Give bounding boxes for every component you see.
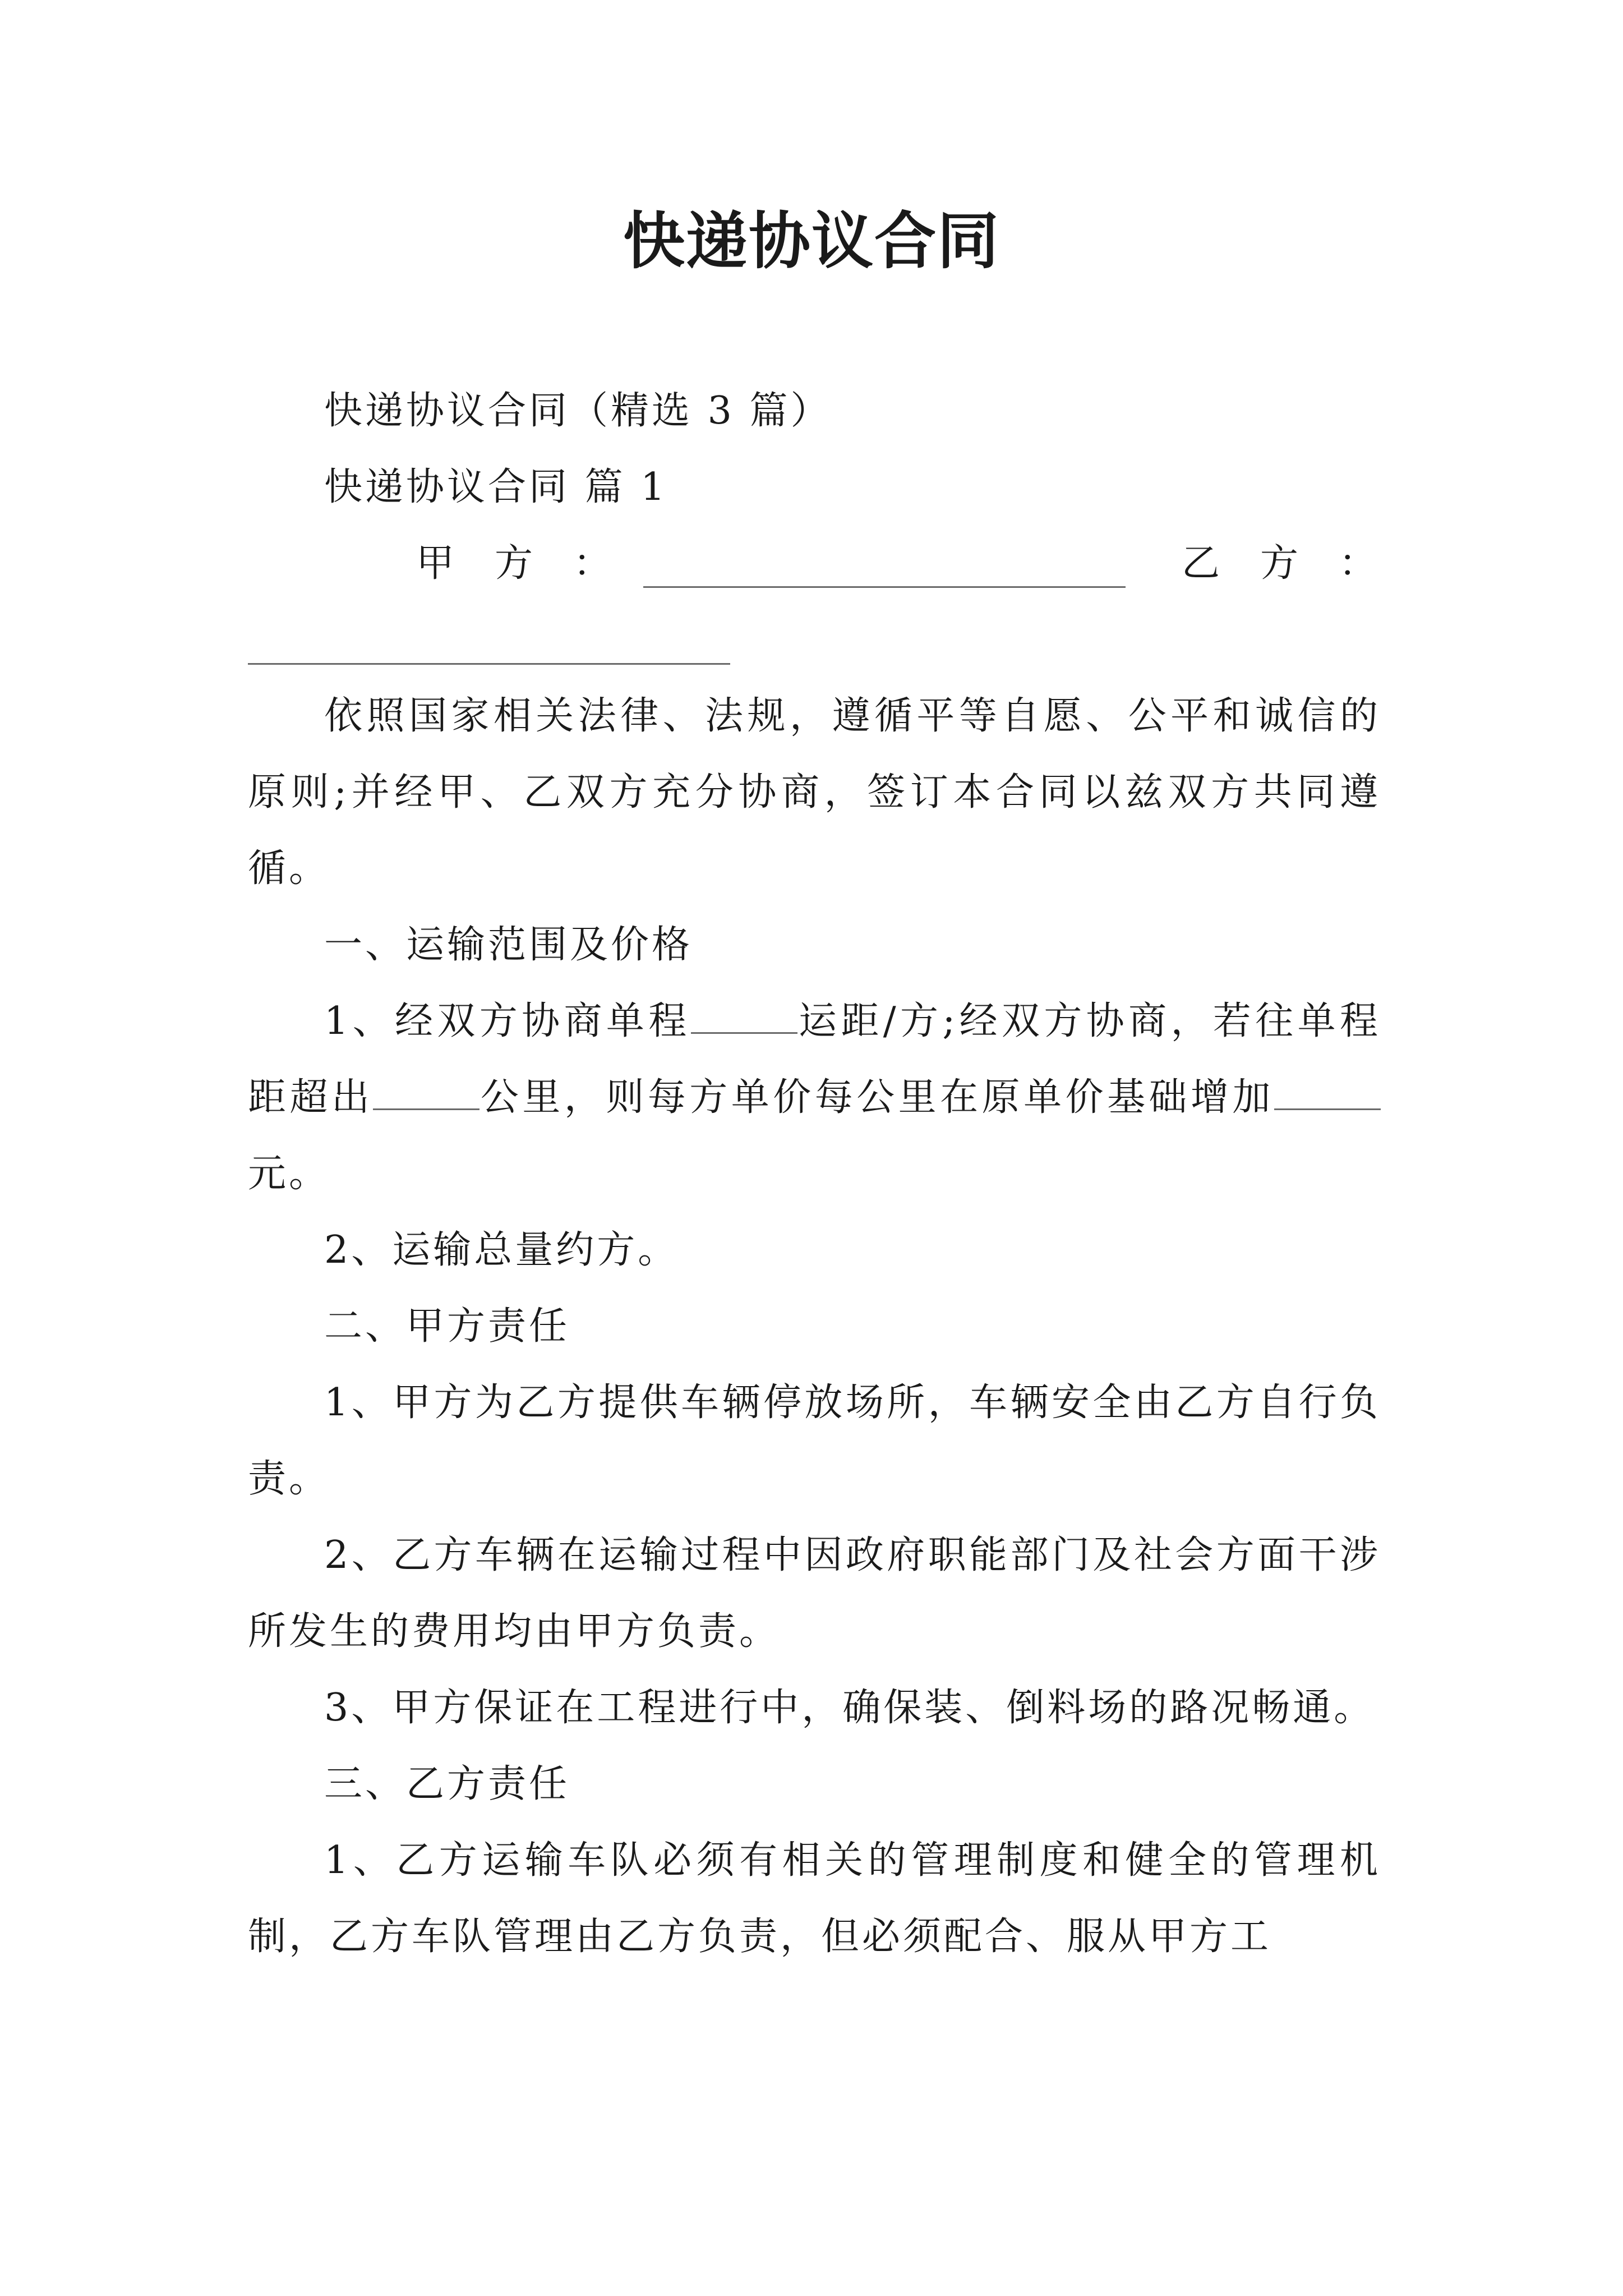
party-b-char: ： bbox=[1339, 541, 1377, 586]
party-b-char: 乙 bbox=[1182, 541, 1220, 586]
clause-paragraph bbox=[248, 983, 1381, 1212]
parties-line bbox=[248, 526, 1381, 678]
fill-blank bbox=[1274, 1108, 1381, 1110]
party-a-blank-line bbox=[643, 586, 1126, 588]
clause-text: 运距/方;经双方协商，若往单程距超出 bbox=[248, 999, 1381, 1120]
fill-blank bbox=[373, 1108, 479, 1110]
party-b-label bbox=[1182, 526, 1377, 602]
clause-paragraph: 2、乙方车辆在运输过程中因政府职能部门及社会方面干涉所发生的费用均由甲方负责。 bbox=[248, 1533, 1381, 1654]
clause-paragraph: 3、甲方保证在工程进行中，确保装、倒料场的路况畅通。 bbox=[324, 1686, 1375, 1730]
section-heading: 三、乙方责任 bbox=[324, 1762, 570, 1806]
clause-text: 1、经双方协商单程 bbox=[324, 999, 691, 1043]
clause-paragraph: 2、运输总量约方。 bbox=[324, 1228, 679, 1272]
fill-blank bbox=[691, 1032, 797, 1034]
party-a-char: ： bbox=[573, 541, 612, 586]
clause-paragraph: 1、乙方运输车队必须有相关的管理制度和健全的管理机制，乙方车队管理由乙方负责，但必须配合、服从甲方工 bbox=[248, 1838, 1381, 1959]
party-a-label bbox=[416, 526, 652, 602]
clause-text: 公里，则每方单价每公里在原单价基础增加 bbox=[479, 1075, 1274, 1120]
section-heading: 一、运输范围及价格 bbox=[324, 923, 693, 967]
party-a-char: 方 bbox=[495, 541, 533, 586]
document-title: 快递协议合同 bbox=[623, 205, 1000, 277]
party-a-char: 甲 bbox=[416, 541, 455, 586]
collection-heading: 快递协议合同（精选 3 篇） bbox=[324, 389, 832, 433]
intro-paragraph: 依照国家相关法律、法规，遵循平等自愿、公平和诚信的原则;并经甲、乙双方充分协商，签订本合同以兹双方共同遵循。 bbox=[248, 694, 1381, 891]
clause-text: 元。 bbox=[248, 1152, 330, 1196]
party-b-blank-line bbox=[248, 663, 730, 665]
piece-heading: 快递协议合同 篇 1 bbox=[324, 465, 668, 509]
document-body bbox=[248, 373, 1381, 1975]
party-b-char: 方 bbox=[1260, 541, 1299, 586]
section-heading: 二、甲方责任 bbox=[324, 1304, 570, 1349]
clause-paragraph: 1、甲方为乙方提供车辆停放场所，车辆安全由乙方自行负责。 bbox=[248, 1381, 1381, 1501]
